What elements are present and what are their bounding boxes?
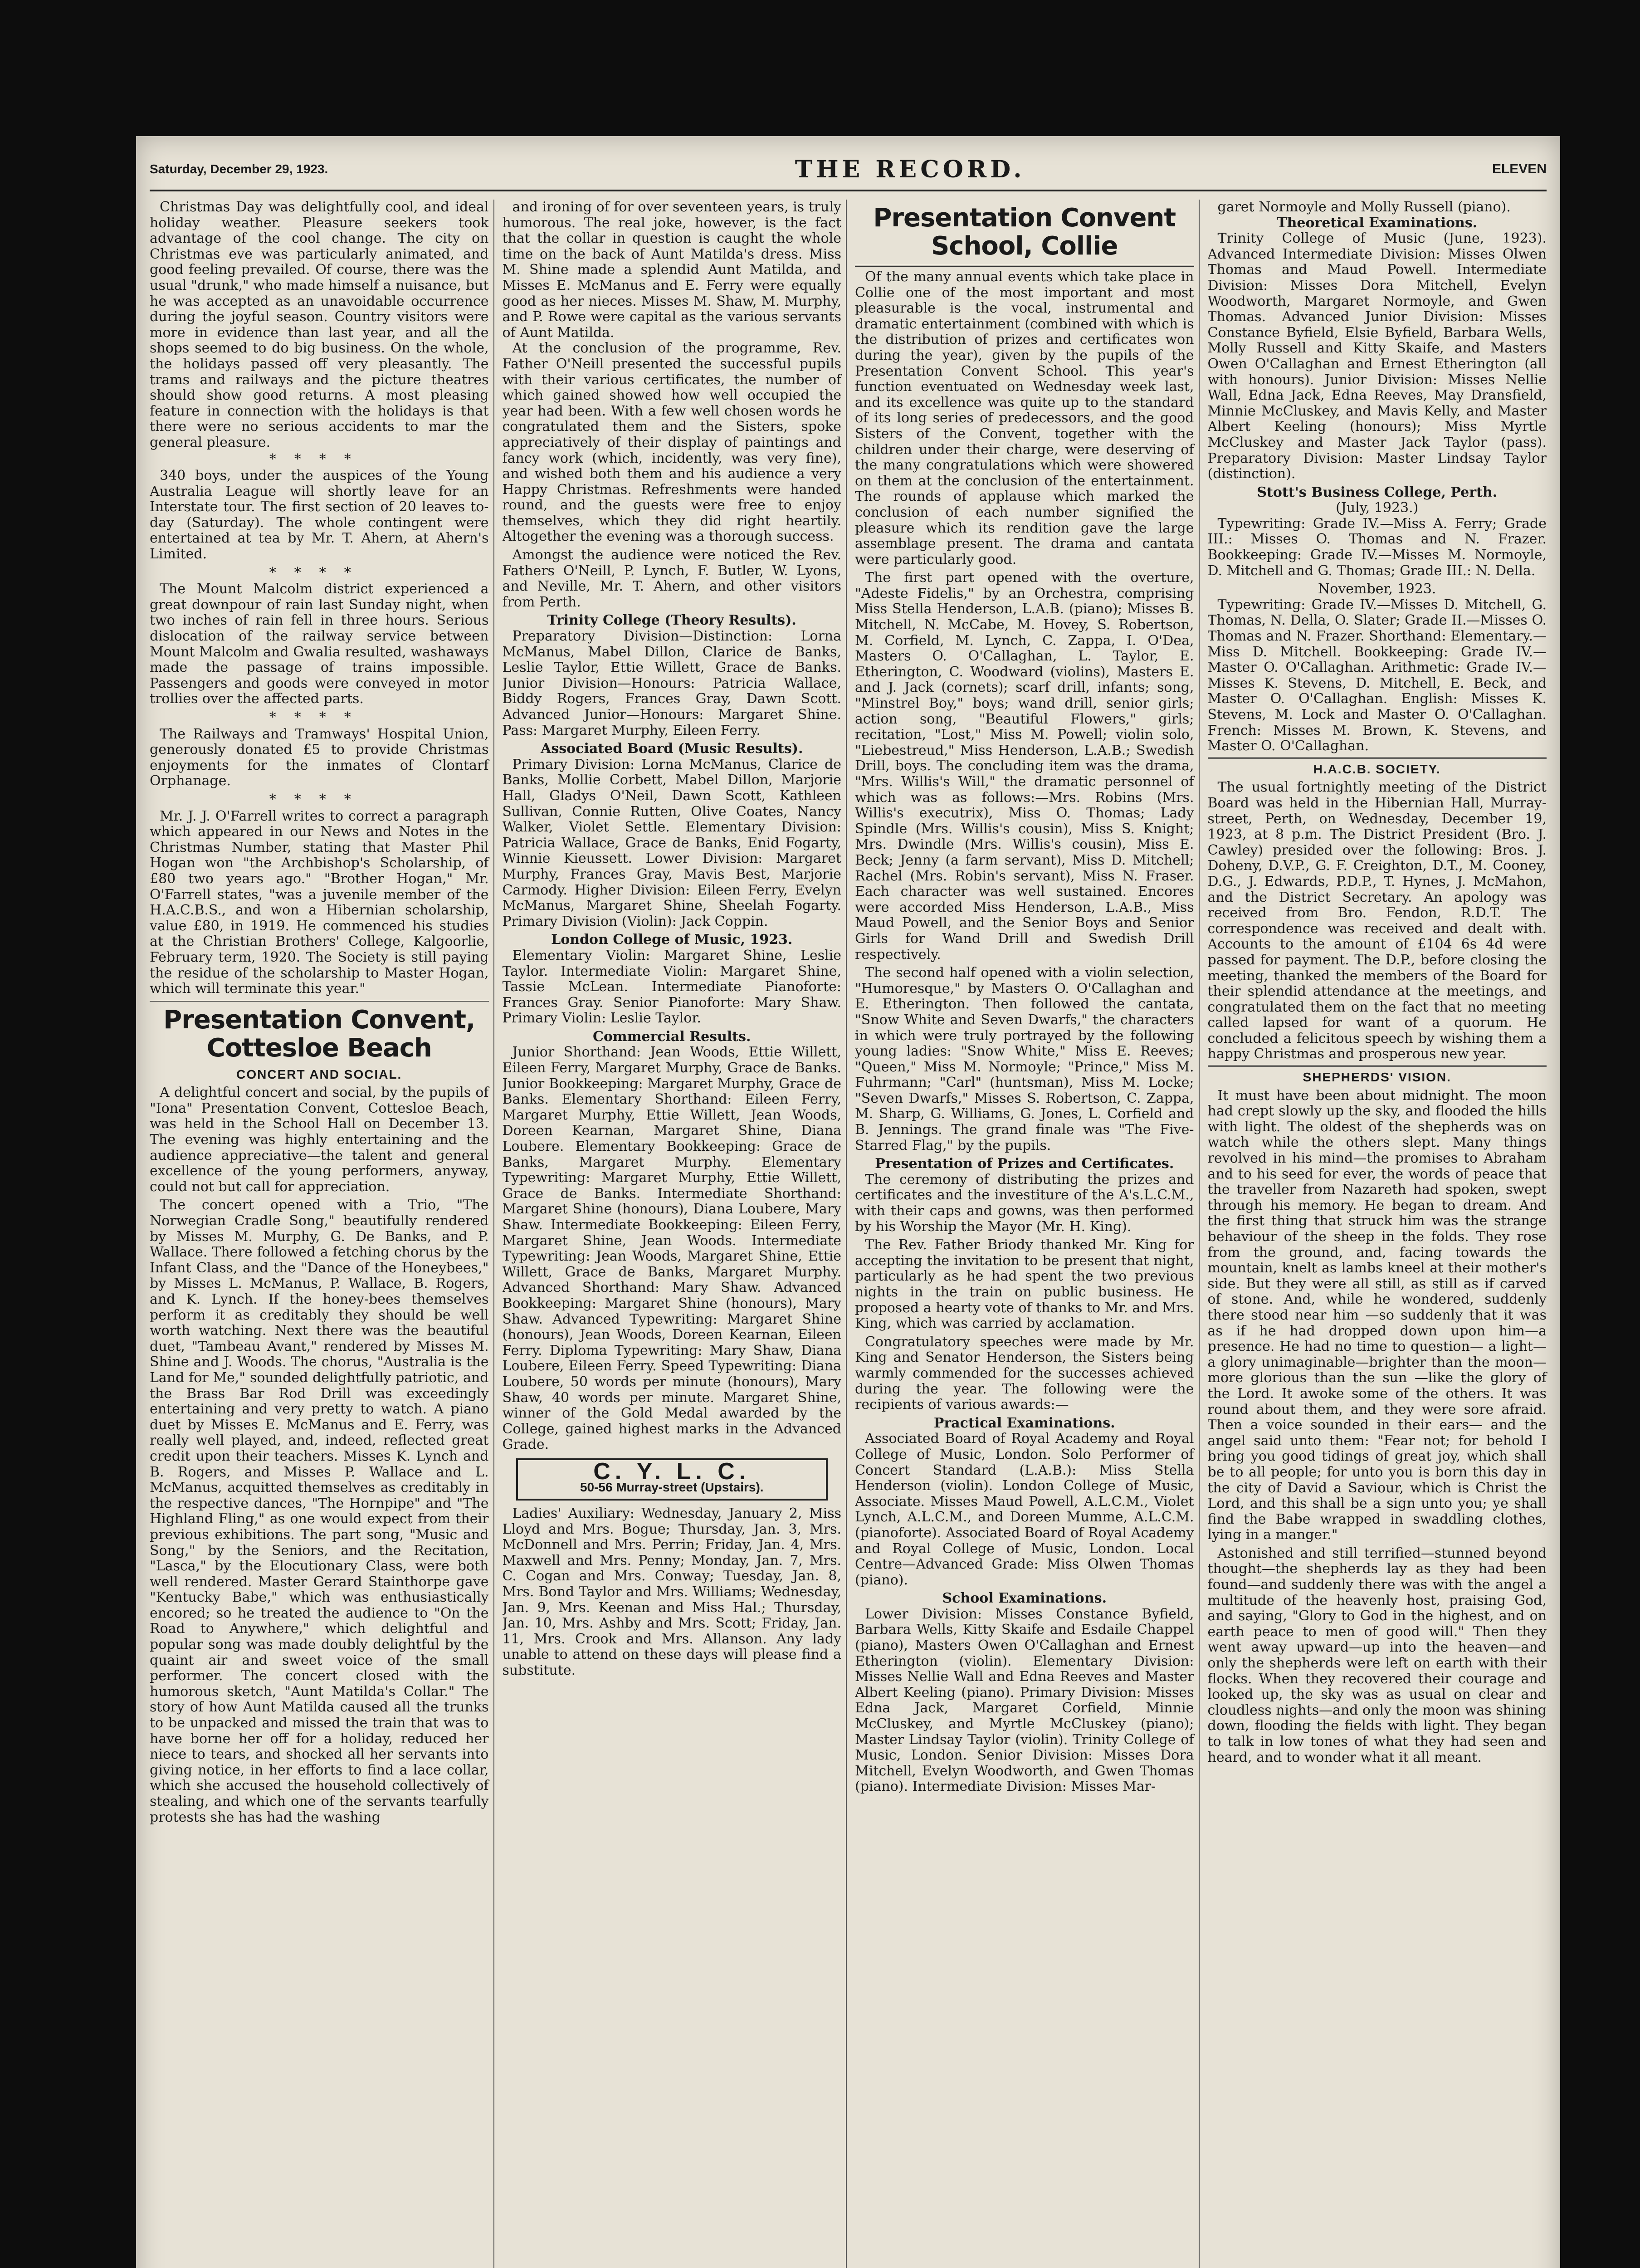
results-heading: Commercial Results. xyxy=(592,1028,751,1045)
exams-continued: garet Normoyle and Molly Russell (piano). xyxy=(1217,200,1511,215)
practical-heading: Practical Examinations. xyxy=(933,1415,1115,1431)
column-1 xyxy=(150,200,494,2268)
stott-heading: Stott's Business College, Perth. xyxy=(1257,484,1498,500)
mount-malcolm-paragraph: The Mount Malcolm district experienced a great downpour of rain last Sunday night, when two inches of rain fell in three hours. Serious dislocation of the railway service between Mount Malcolm and Gwalia resulted, washaways made the passage of trains impossible. Passengers and goods were conveyed in motor trollies over the affected parts. xyxy=(150,581,489,707)
hacb-heading: H.A.C.B. SOCIETY. xyxy=(1313,762,1441,776)
results-heading: Trinity College (Theory Results). xyxy=(547,612,796,629)
collie-paragraph: The second half opened with a violin selection, "Humoresque," by Masters O. O'Callaghan and E. Etherington. Then followed the cantata, "Snow White and Seven Dwarfs," the characters in which were truly portrayed by the following young ladies: "Snow White," Miss E. Reeves; "Queen," Miss M. Normoyle; "Prince," Miss M. Fuhrmann; "Carl" (huntsman), Miss M. Locke; "Seven Dwarfs," Misses S. Robertson, C. Zappa, M. Sharp, G. Williams, G. Jones, L. Corfield and B. Jennings. The grand finale was "The Five-Starred Flag," by the pupils. xyxy=(855,965,1194,1154)
ofarrell-paragraph: Mr. J. J. O'Farrell writes to correct a paragraph which appeared in our News and Notes in the Christmas Number, stating that Master Phil Hogan won "the Archbishop's Scholarship, of £80 two years ago." "Brother Hogan," Mr. O'Farrell states, "was a juvenile member of the H.A.C.B.S., and won a Hibernian scholarship, value £80, in 1919. He commenced his studies at the Christian Brothers' College, Kalgoorlie, February term, 1920. The Society is still paying the residue of the scholarship to Master Hogan, which will terminate this year." xyxy=(150,808,489,997)
shepherds-text: It must have been about midnight. The moon had crept slowly up the sky, and flooded the hills with light. The oldest of the shepherds was on watch while the others slept. Many things revolved in his mind—the promises to Abraham and to his seed for ever, the words of peace that the traveller from Nazareth had spoken, swept through his memory. He began to dream. And the first thing that struck him was the strange behaviour of the sheep in the folds. They rose from the ground, and, facing towards the mountain, knelt as lambs kneel at their mother's side. But they were all still, as still as if carved of stone. And, while he wondered, suddenly there stood near him —so suddenly that it was as if he had dropped down upon him—a presence. He had no time to question— a light— a glory unimaginable—brighter than the moon—more glorious than the sun —like the glory of the Lord. It awoke some of the others. It was round about them, and they were sore afraid. Then a voice sounded in their ears— and the angel said unto them: "Fear not; for behold I bring you good tidings of great joy, which shall be to all people; for unto you is born this day in the city of David a Saviour, which is Christ the Lord, and this shall be a sign unto you; ye shall find the Babe wrapped in swaddling clothes, lying in a manger." xyxy=(1207,1087,1547,1543)
shepherds-text: Astonished and still terrified—stunned beyond thought—the shepherds lay as they had been found—and suddenly there was with the angel a multitude of the heavenly host, praising God, and saying, "Glory to God in the highest, and on earth peace to men of good will." Then they went away upward—up into the heaven—and only the shepherds were left on earth with their flocks. When they recovered their courage and looked up, the sky was as usual on clear and cloudless nights—and only the moon was shining down, flooding the fields with light. They began to talk in low tones of what they had seen and heard, and to wonder what it all meant. xyxy=(1207,1545,1547,1765)
stott-text: Typewriting: Grade IV.—Misses D. Mitchell, G. Thomas, N. Della, O. Slater; Grade II.—Misses O. Thomas and N. Frazer. Shorthand: Elementary.—Miss D. Mitchell. Bookkeeping: Grade IV.—Master O. O'Callaghan. Arithmetic: Grade IV.—Misses K. Stevens, D. Mitchell, E. Beck, and Master O. O'Callaghan. English: Misses K. Stevens, M. Lock and Master O. O'Callaghan. French: Misses M. Brown, K. Stevens, and Master O. O'Callaghan. xyxy=(1207,596,1547,754)
concert-paragraph: The concert opened with a Trio, "The Norwegian Cradle Song," beautifully rendered by Misses M. Murphy, G. De Banks, and P. Wallace. There followed a fetching chorus by the Infant Class, and the "Dance of the Honeybees," by Misses L. McManus, P. Wallace, B. Rogers, and K. Lynch. If the honey-bees themselves perform it as creditably they should be well worth watching. Next there was the beautiful duet, "Tambeau Avant," rendered by Misses M. Shine and J. Woods. The chorus, "Australia is the Land for Me," sounded delightfully patriotic, and the Brass Bar Rod Drill was exceedingly entertaining and very pretty to watch. A piano duet by Misses E. McManus and E. Ferry, was really well played, and, indeed, reflected great credit upon their teachers. Misses K. Lynch and B. Rogers, and Misses P. Wallace and L. McManus, acquitted themselves as creditably in the respective dances, "The Hornpipe" and "The Highland Fling," as one would expect from their previous exhibitions. The part song, "Music and Song," by the Seniors, and the Recitation, "Lasca," by the Elocutionary Class, were both well rendered. Master Gerard Stainthorpe gave "Kentucky Babe," which was enthusiastically encored; so he treated the audience to "On the Road to Anywhere," which delightful and popular song was made doubly delightful by the quaint air and sweet voice of the small performer. The concert closed with the humorous sketch, "Aunt Matilda's Collar." The story of how Aunt Matilda caused all the trunks to be unpacked and missed the train that was to have borne her off for a holiday, reduced her niece to tears, and shocked all her servants into giving notice, in her efforts to find a lace collar, which she accused the household collectively of stealing, and which one of the servants tearfully protests she has had the washing xyxy=(150,1197,489,1825)
collie-paragraph: The ceremony of distributing the prizes and certificates and the investiture of the A's.L.C.M., with their caps and gowns, was then performed by his Worship the Mayor (Mr. H. King). xyxy=(855,1171,1194,1235)
concert-paragraph: A delightful concert and social, by the pupils of "Iona" Presentation Convent, Cottesloe Beach, was held in the School Hall on December 13. The evening was highly entertaining and the audience appreciative—the talent and general excellence of the young performers, anyway, could not but call for appreciation. xyxy=(150,1085,489,1195)
concert-subhead: CONCERT AND SOCIAL. xyxy=(236,1067,402,1081)
section-divider: **** xyxy=(269,791,369,807)
cylc-address: 50-56 Murray-street (Upstairs). xyxy=(580,1480,764,1494)
cylc-box xyxy=(516,1458,828,1501)
section-divider: **** xyxy=(269,709,369,725)
concert-continued: and ironing of for over seventeen years, is truly humorous. The real joke, however, is the fact that the collar in question is caught the whole time on the back of Aunt Matilda's dress. Miss M. Shine made a splendid Aunt Matilda, and Misses E. McManus and E. Ferry were equally good as her nieces. Misses M. Shaw, M. Murphy, and P. Rowe were capital as the various servants of Aunt Matilda. xyxy=(502,200,841,341)
column-4 xyxy=(1208,200,1552,2268)
concert-continued: Amongst the audience were noticed the Rev. Fathers O'Neill, P. Lynch, F. Butler, W. Lyons, and Neville, Mr. T. Ahern, and other visitors from Perth. xyxy=(502,547,841,610)
masthead xyxy=(150,149,1547,191)
results-heading: London College of Music, 1923. xyxy=(551,932,793,948)
hacb-text: The usual fortnightly meeting of the District Board was held in the Hibernian Hall, Murray-street, Perth, on Wednesday, December 19, 1923, at 8 p.m. The District President (Bro. J. Cawley) presided over the following: Bros. J. Doheny, D.V.P., G. F. Creighton, D.T., M. Cooney, D.G., J. Edwards, P.D.P., T. Hynes, J. McMahon, and the District Secretary. An apology was received from Bro. Fendon, R.D.T. The correspondence was received and dealt with. Accounts to the amount of £104 6s 4d were passed for payment. The D.P., before closing the meeting, thanked the members of the Board for their splendid attendance at the meetings, and congratulated them on the fact that no meeting called lapsed for want of a quorum. He concluded a felicitous speech by wishing them a happy Christmas and prosperous new year. xyxy=(1207,779,1547,1062)
concert-continued: At the conclusion of the programme, Rev. Father O'Neill presented the successful pupils with their various certificates, the number of which gained showed how well occupied the year had been. With a few well chosen words he congratulated them and the Sisters, spoke appreciatively of their display of paintings and fancy work (which, incidently, was very fine), and wished both them and his audience a very Happy Christmas. Refreshments were handed round, and the guests were free to enjoy themselves, which they did right heartily. Altogether the evening was a thorough success. xyxy=(502,340,841,545)
rule xyxy=(1208,757,1547,759)
stott-date: (July, 1923.) xyxy=(1336,500,1419,516)
stott-text: Typewriting: Grade IV.—Miss A. Ferry; Grade III.: Misses O. Thomas and N. Frazer. Bookkeeping: Grade IV.—Misses M. Normoyle, D. Mitchell and G. Thomas; Grade III.: N. Della. xyxy=(1207,515,1547,579)
school-exams-heading: School Examinations. xyxy=(942,1590,1107,1607)
results-text: Primary Division: Lorna McManus, Clarice de Banks, Mollie Corbett, Mabel Dillon, Marjorie Hall, Gladys O'Neil, Dawn Scott, Kathleen Sullivan, Connie Rutten, Olive Coates, Nancy Walker, Violet Settle. Elementary Division: Patricia Wallace, Grace de Banks, Enid Fogarty, Winnie Kieussett. Lower Division: Margaret Murphy, Frances Gray, Mavis Best, Marjorie Carmody. Higher Division: Eileen Ferry, Evelyn McManus, Margaret Shine, Sheelah Fogarty. Primary Division (Violin): Jack Coppin. xyxy=(502,756,841,929)
newspaper-page xyxy=(136,136,1560,2268)
rule xyxy=(150,1000,489,1002)
november-date: November, 1923. xyxy=(1318,581,1436,597)
section-divider: **** xyxy=(269,564,369,581)
newspaper-title: THE RECORD. xyxy=(795,155,1025,183)
results-text: Elementary Violin: Margaret Shine, Leslie Taylor. Intermediate Violin: Margaret Shine, Tassie McLean. Intermediate Pianoforte: Frances Gray. Senior Pianoforte: Mary Shaw. Primary Violin: Leslie Taylor. xyxy=(502,947,841,1026)
theory-heading: Theoretical Examinations. xyxy=(1277,215,1478,231)
school-exams-text: Lower Division: Misses Constance Byfield, Barbara Wells, Kitty Skaife and Esdaile Chappel (piano), Masters Owen O'Callaghan and Ernest Etherington (violin). Elementary Division: Misses Nellie Wall and Edna Reeves and Master Albert Keeling (piano). Primary Division: Misses Edna Jack, Margaret Corfield, Minnie McCluskey, and Myrtle McCluskey (piano); Master Lindsay Taylor (violin). Trinity College of Music, London. Senior Division: Misses Dora Mitchell, Evelyn Woodworth, and Gwen Thomas (piano). Intermediate Division: Misses Mar- xyxy=(855,1606,1194,1795)
collie-paragraph: Congratulatory speeches were made by Mr. King and Senator Henderson, the Sisters being warmly commended for the successes achieved during the year. The following were the recipients of various awards:— xyxy=(855,1334,1194,1413)
page-number: ELEVEN xyxy=(1492,161,1547,176)
section-divider: **** xyxy=(269,451,369,467)
results-text: Preparatory Division—Distinction: Lorna McManus, Mabel Dillon, Clarice de Banks, Leslie Taylor, Ettie Willett, Grace de Banks. Junior Division—Honours: Patricia Wallace, Biddy Rogers, Frances Gray, Dawn Scott. Advanced Junior—Honours: Margaret Shine. Pass: Margaret Murphy, Eileen Ferry. xyxy=(502,628,841,738)
rule xyxy=(1208,1065,1547,1067)
collie-paragraph: The Rev. Father Briody thanked Mr. King for accepting the invitation to be present that night, particularly as he had spent the two previous nights in the train on public business. He proposed a hearty vote of thanks to Mr. and Mrs. King, which was carried by acclamation. xyxy=(855,1237,1194,1332)
prizes-heading: Presentation of Prizes and Certificates. xyxy=(875,1156,1174,1172)
cylc-title: C. Y. L. C. xyxy=(593,1458,751,1485)
collie-paragraph: Of the many annual events which take place in Collie one of the most important and most pleasurable is the vocal, instrumental and dramatic entertainment (combined with which is the distribution of prizes and certificates won during the year), given by the pupils of the Presentation Convent School. This year's function eventuated on Wednesday week last, and its excellence was quite up to the standard of its long series of predecessors, and the good Sisters of the Convent, together with the children under their charge, were deserving of the many congratulations which were showered on them at the conclusion of the entertainment. The rounds of applause which marked the conclusion of each number signified the pleasure which its rendition gave the large assemblage present. The drama and cantata were particularly good. xyxy=(855,269,1194,567)
hospital-union-paragraph: The Railways and Tramways' Hospital Union, generously donated £5 to provide Christmas enjoyments for the inmates of Clontarf Orphanage. xyxy=(150,726,489,789)
young-australia-paragraph: 340 boys, under the auspices of the Young Australia League will shortly leave for an Interstate tour. The first section of 20 leaves to-day (Saturday). The whole contingent were entertained at tea by Mr. T. Ahern, at Ahern's Limited. xyxy=(150,468,489,562)
results-text: Junior Shorthand: Jean Woods, Ettie Willett, Eileen Ferry, Margaret Murphy, Grace de Banks. Junior Bookkeeping: Margaret Murphy, Grace de Banks. Elementary Shorthand: Eileen Ferry, Margaret Murphy, Ettie Willett, Jean Woods, Doreen Kearnan, Margaret Shine, Diana Loubere. Elementary Bookkeeping: Grace de Banks, Margaret Murphy. Elementary Typewriting: Margaret Murphy, Ettie Willett, Grace de Banks. Intermediate Shorthand: Margaret Shine (honours), Diana Loubere, Mary Shaw. Intermediate Bookkeeping: Eileen Ferry, Margaret Shine, Jean Woods. Intermediate Typewriting: Jean Woods, Margaret Shine, Ettie Willett, Grace de Banks, Margaret Murphy. Advanced Shorthand: Mary Shaw. Advanced Bookkeeping: Margaret Shine (honours), Mary Shaw. Advanced Typewriting: Margaret Shine (honours), Jean Woods, Doreen Kearnan, Eileen Ferry. Diploma Typewriting: Mary Shaw, Diana Loubere, Eileen Ferry. Speed Typewriting: Diana Loubere, 50 words per minute (honours), Mary Shaw, 40 words per minute. Margaret Shine, winner of the Gold Medal awarded by the College, gained highest marks in the Advanced Grade. xyxy=(502,1044,841,1453)
practical-text: Associated Board of Royal Academy and Royal College of Music, London. Solo Performer of Concert Standard (L.A.B.): Miss Stella Henderson (violin). London College of Music, Associate. Misses Maud Powell, A.L.C.M., Violet Lynch, A.L.C.M., and Doreen Mumme, A.L.C.M. (pianoforte). Associated Board of Royal Academy and Royal College of Music, London. Local Centre—Advanced Grade: Miss Olwen Thomas (piano). xyxy=(855,1431,1194,1588)
christmas-day-paragraph: Christmas Day was delightfully cool, and ideal holiday weather. Pleasure seekers took advantage of the cool change. The city on Christmas eve was particularly animated, and good feeling prevailed. Of course, there was the usual "drunk," who made himself a nuisance, but he was accepted as an unavoidable occurrence during the joyful season. Country visitors were more in evidence than last year, and all the shops seemed to do big business. On the whole, the holidays passed off very pleasantly. The trams and railways and the picture theatres should show good returns. A most pleasing feature in connection with the holidays is that there were no serious accidents to mar the general pleasure. xyxy=(150,200,489,450)
column-2 xyxy=(503,200,847,2268)
columns xyxy=(150,200,1551,2268)
collie-headline: Presentation Convent School, Collie xyxy=(873,203,1176,261)
cylc-paragraph: Ladies' Auxiliary: Wednesday, January 2, Miss Lloyd and Mrs. Bogue; Thursday, Jan. 3, Mrs. McDonnell and Mrs. Perrin; Friday, Jan. 4, Mrs. Maxwell and Mrs. Penny; Monday, Jan. 7, Mrs. C. Cogan and Mrs. Conway; Tuesday, Jan. 8, Mrs. Bond Taylor and Mrs. Williams; Wednesday, Jan. 9, Mrs. Keenan and Miss Hal.; Thursday, Jan. 10, Mrs. Ashby and Mrs. Scott; Friday, Jan. 11, Mrs. Crook and Mrs. Allanson. Any lady unable to attend on these days will please find a substitute. xyxy=(502,1505,841,1679)
results-heading: Associated Board (Music Results). xyxy=(541,741,803,757)
shepherds-heading: SHEPHERDS' VISION. xyxy=(1303,1070,1451,1085)
theory-text: Trinity College of Music (June, 1923). Advanced Intermediate Division: Misses Olwen Thomas and Maud Powell. Intermediate Division: Misses Dora Mitchell, Evelyn Woodworth, Margaret Normoyle, and Gwen Thomas. Advanced Junior Division: Misses Constance Byfield, Elsie Byfield, Barbara Wells, Molly Russell and Kitty Skaife, and Masters Owen O'Callaghan and Ernest Etherington (all with honours). Junior Division: Misses Nellie Wall, Edna Jack, Edna Reeves, May Dransfield, Minnie McCluskey, and Mavis Kelly, and Master Albert Keeling (honours); Miss Myrtle McCluskey and Master Jack Taylor (pass). Preparatory Division: Master Lindsay Taylor (distinction). xyxy=(1207,230,1547,482)
collie-paragraph: The first part opened with the overture, "Adeste Fidelis," by an Orchestra, comprising Miss Stella Henderson, L.A.B. (piano); Misses B. Mitchell, N. McCabe, M. Hovey, S. Robertson, M. Corfield, M. Lynch, C. Zappa, I. O'Dea, Masters O. O'Callaghan, L. Taylor, E. Etherington, C. Woodward (violins), Masters E. and J. Jack (cornets); scarf drill, infants; song, "Minstrel Boy," boys; wand drill, senior girls; action song, "Beautiful Flowers," girls; recitation, "Lost," Miss M. Powell; violin solo, "Liebestreud," Miss Henderson, L.A.B.; Swedish Drill, boys. The concluding item was the drama, "Mrs. Willis's Will," the dramatic personnel of which was as follows:—Mrs. Robins (Mrs. Willis's executrix), Miss O. Thomas; Lady Spindle (Mrs. Willis's cousin), Miss S. Knight; Mrs. Dwindle (Mrs. Willis's cousin), Miss E. Beck; Jenny (a farm servant), Miss D. Mitchell; Rachel (Mrs. Robin's servant), Miss N. Fraser. Each character was well sustained. Encores were accorded Miss Henderson, L.A.B., Miss Maud Powell, and the Senior Boys and Senior Girls for Wand Drill and Swedish Drill respectively. xyxy=(855,570,1194,963)
column-3 xyxy=(855,200,1200,2268)
rule xyxy=(855,265,1194,267)
issue-date: Saturday, December 29, 1923. xyxy=(150,162,328,176)
cottesloe-headline: Presentation Convent, Cottesloe Beach xyxy=(163,1005,475,1063)
